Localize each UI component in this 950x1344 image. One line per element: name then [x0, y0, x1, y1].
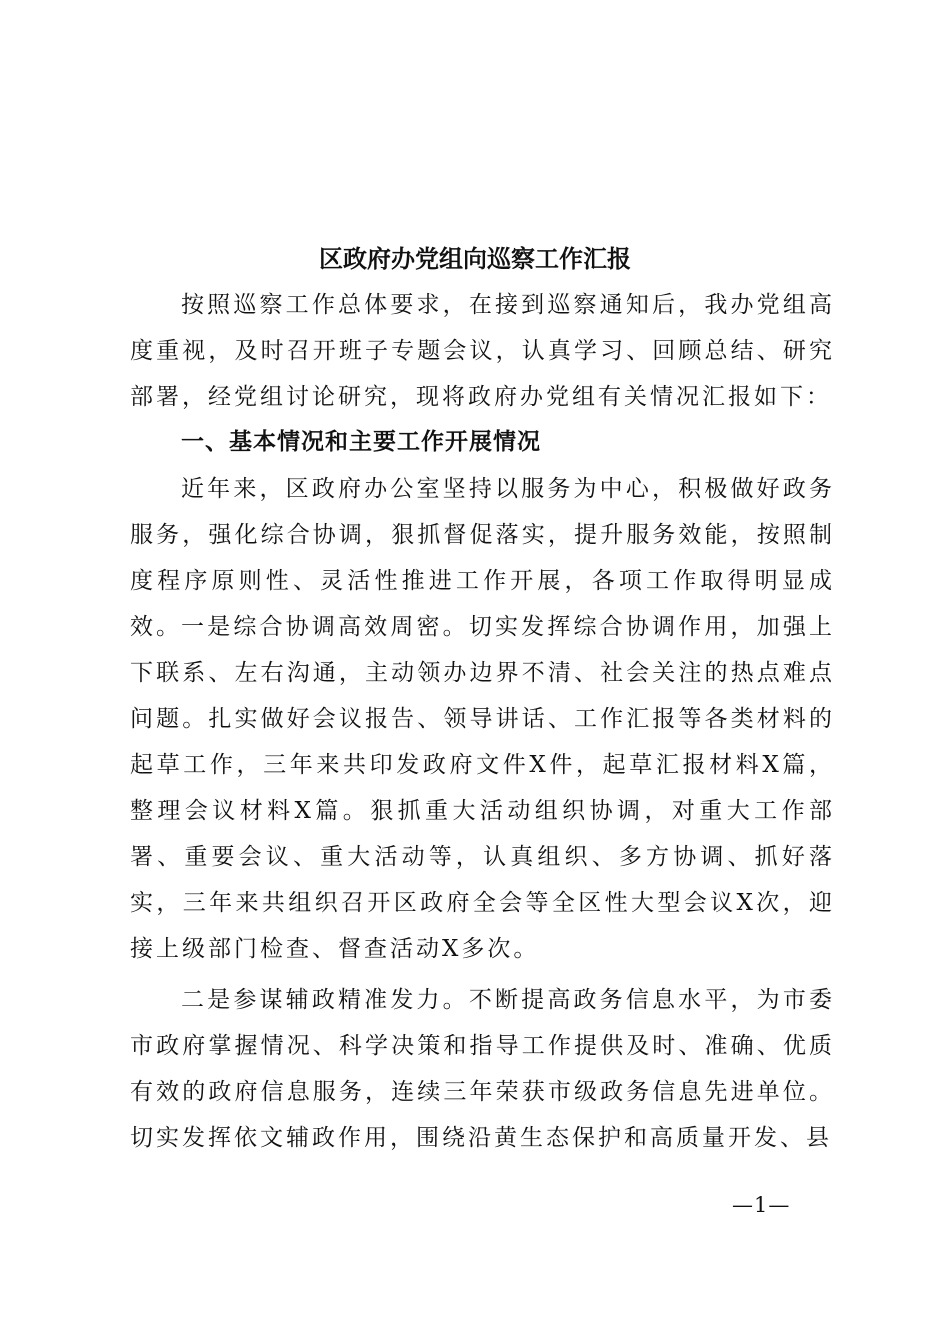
page-number: —1—: [732, 1193, 791, 1217]
paragraph-overview: 近年来，区政府办公室坚持以服务为中心，积极做好政务服务，强化综合协调，狠抓督促落实，提升服务效能，按照制度程序原则性、灵活性推进工作开展，各项工作取得明显成效。: [130, 476, 835, 640]
intro-paragraph: 按照巡察工作总体要求，在接到巡察通知后，我办党组高度重视，及时召开班子专题会议，认真学习、回顾总结、研究部署，经党组讨论研究，现将政府办党组有关情况汇报如下：: [130, 292, 835, 410]
document-title: 区政府办党组向巡察工作汇报: [319, 244, 631, 273]
paragraph-advisory: 二是参谋辅政精准发力。不断提高政务信息水平，为市委市政府掌握情况、科学决策和指导工作提供及时、准确、优质有效的政府信息服务，连续三年荣获市级政务信息先进单位。切实发挥依文辅政作用，围绕沿黄生态保护和高质量开发、县: [130, 987, 835, 1151]
paragraph-coordination: 一是综合协调高效周密。切实发挥综合协调作用，加强上下联系、左右沟通，主动领办边界不清、社会关注的热点难点问题。扎实做好会议报告、领导讲话、工作汇报等各类材料的起草工作，三年来共印发政府文件X件，起草汇报材料X篇，整理会议材料X篇。狠抓重大活动组织协调，对重大工作部署、重要会议、重大活动等，认真组织、多方协调、抓好落实，三年来共组织召开区政府全会等全区性大型会议X次，迎接上级部门检查、督查活动X多次。: [130, 614, 835, 962]
section-heading: 一、基本情况和主要工作开展情况: [181, 429, 541, 455]
